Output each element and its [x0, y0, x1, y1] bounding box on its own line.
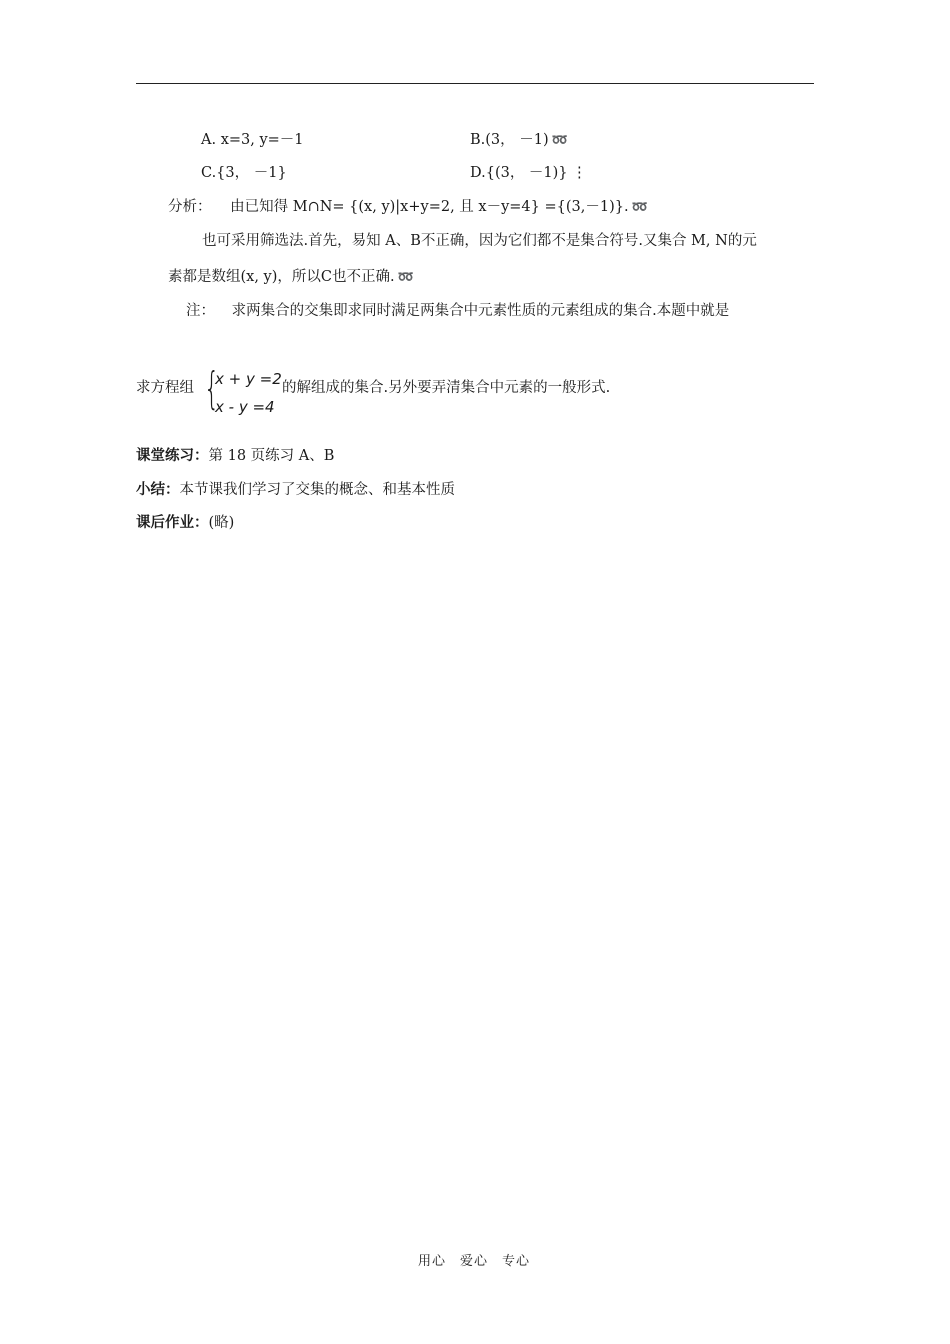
practice-text: 第 18 页练习 A、B	[208, 448, 335, 464]
alt-line-1: 也可采用筛选法.首先，易知 A、B不正确，因为它们都不是集合符号.又集合 M, N的元	[202, 233, 757, 249]
revision-mark-icon: ➿	[551, 133, 568, 148]
practice-label: 课堂练习：	[136, 447, 209, 464]
note-text: 求两集合的交集即求同时满足两集合中元素性质的元素组成的集合.本题中就是	[231, 303, 730, 319]
option-d: D.{(3， －1)} ⋮	[470, 165, 587, 181]
option-b: B.(3， －1) ➿	[470, 132, 568, 148]
homework-line	[136, 511, 234, 532]
analysis-line	[168, 195, 648, 216]
homework-text: (略)	[208, 515, 235, 531]
equation-2: x - y =4	[215, 398, 275, 416]
note-equation-suffix: 的解组成的集合.另外要弄清集合中元素的一般形式.	[282, 380, 611, 396]
revision-mark-icon: ➿	[397, 270, 414, 285]
practice-line	[136, 444, 334, 465]
note-line-1	[186, 299, 729, 320]
page-footer: 用心 爱心 专心	[418, 1254, 531, 1269]
summary-text: 本节课我们学习了交集的概念、和基本性质	[179, 482, 455, 498]
analysis-label: 分析：	[168, 199, 212, 215]
equation-1: x + y =2	[215, 370, 282, 388]
homework-label: 课后作业：	[136, 514, 209, 531]
header-rule	[136, 83, 814, 84]
system-brace: {	[204, 363, 220, 414]
option-c: C.{3， －1}	[201, 165, 287, 181]
option-a: A. x=3, y=－1	[201, 132, 304, 148]
analysis-text: 由已知得 M∩N= {(x, y)|x+y=2, 且 x－y=4} ={(3,－1)}.	[230, 199, 629, 215]
summary-label: 小结：	[136, 481, 180, 498]
summary-line	[136, 478, 455, 499]
revision-mark-icon: ➿	[631, 200, 648, 215]
note-label: 注：	[186, 303, 215, 319]
note-equation-prefix: 求方程组	[136, 380, 194, 396]
alt-line-2: 素都是数组(x, y)，所以C也不正确. ➿	[168, 269, 414, 285]
